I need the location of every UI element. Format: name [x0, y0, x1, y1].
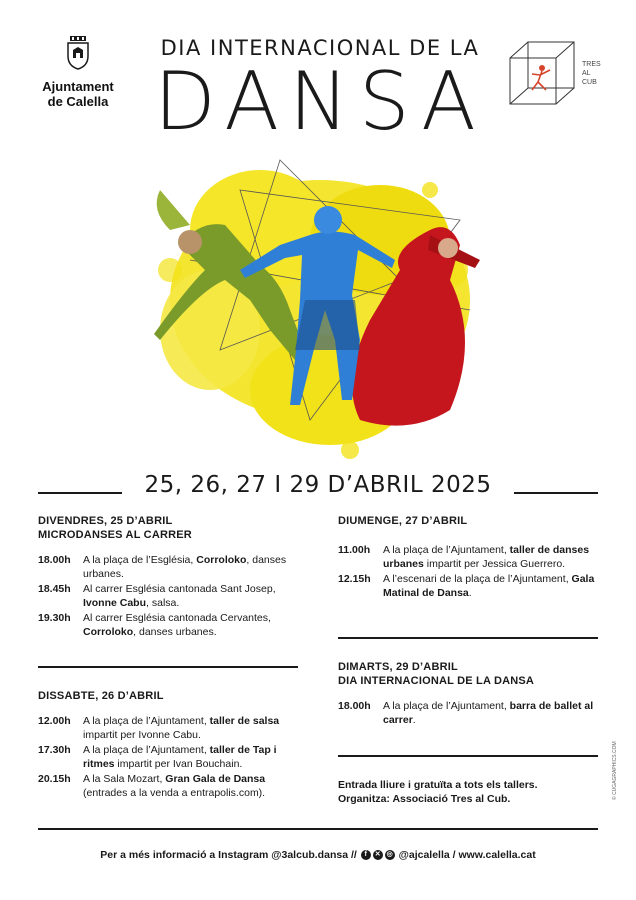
footer-text-post: @ajcalella / www.calella.cat	[395, 849, 536, 861]
free-entry-note: Entrada lliure i gratuïta a tots els tallers.	[338, 779, 538, 791]
event-time: 19.30h	[38, 612, 71, 624]
event-time: 17.30h	[38, 744, 71, 756]
facebook-icon[interactable]: f	[361, 850, 371, 860]
event-description: Al carrer Església cantonada Cervantes, Corroloko, danses urbanes.	[83, 612, 271, 638]
event-item	[338, 573, 598, 600]
cube-icon	[506, 38, 580, 108]
event-item	[338, 700, 598, 727]
day-friday	[38, 514, 298, 639]
divider	[38, 492, 122, 494]
event-list	[38, 715, 298, 800]
event-description: A la plaça de l’Ajuntament, taller de danses urbanes impartit per Jessica Guerrero.	[383, 544, 590, 570]
tres-al-cub-logo	[506, 38, 601, 108]
event-time: 12.00h	[38, 715, 71, 727]
org-name-line1: Ajuntament	[42, 79, 114, 94]
event-list	[38, 554, 298, 639]
day-tuesday	[338, 660, 598, 727]
logo-text-tres: TRES	[582, 61, 601, 68]
event-item	[38, 773, 298, 800]
day-subheading: DIA INTERNACIONAL DE LA DANSA	[338, 675, 535, 687]
day-heading: DISSABTE, 26 D’ABRIL	[38, 690, 164, 702]
event-time: 18.45h	[38, 583, 71, 595]
divider	[338, 755, 598, 757]
event-description: A l’escenari de la plaça de l’Ajuntament, Gala Matinal de Dansa.	[383, 573, 595, 599]
divider	[38, 666, 298, 668]
day-heading: DIVENDRES, 25 D’ABRIL	[38, 515, 173, 527]
program-left-column	[38, 514, 298, 641]
event-description: A la plaça de l’Ajuntament, taller de Tap i ritmes impartit per Ivan Bouchain.	[83, 744, 277, 770]
dancers-illustration	[130, 150, 506, 460]
title-top: DIA INTERNACIONAL DE LA	[160, 36, 480, 60]
x-icon[interactable]: ✕	[373, 850, 383, 860]
dates-row	[38, 472, 598, 504]
event-item	[38, 612, 298, 639]
logo-text-al: AL	[582, 70, 591, 77]
day-heading: DIUMENGE, 27 D’ABRIL	[338, 515, 468, 527]
event-item	[38, 715, 298, 742]
event-list	[338, 700, 598, 727]
coat-of-arms-icon	[65, 36, 91, 70]
event-description: A la Sala Mozart, Gran Gala de Dansa (entrades a la venda a entrapolis.com).	[83, 773, 266, 799]
instagram-icon[interactable]: ◎	[386, 851, 393, 859]
event-item	[338, 544, 598, 571]
event-time: 20.15h	[38, 773, 71, 785]
day-sunday	[338, 514, 598, 600]
divider	[514, 492, 598, 494]
event-item	[38, 744, 298, 771]
info-block	[338, 778, 598, 806]
event-dates: 25, 26, 27 I 29 D’ABRIL 2025	[144, 472, 492, 498]
org-name-line2: de Calella	[47, 94, 109, 109]
event-description: A la plaça de l’Ajuntament, barra de ballet al carrer.	[383, 700, 594, 726]
day-subheading: MICRODANSES AL CARRER	[38, 529, 192, 541]
event-description: Al carrer Església cantonada Sant Josep, Ivonne Cabu, salsa.	[83, 583, 276, 609]
event-description: A la plaça de l’Església, Corroloko, danses urbanes.	[83, 554, 287, 580]
event-item	[38, 554, 298, 581]
event-item	[38, 583, 298, 610]
event-time: 18.00h	[338, 700, 371, 712]
ajuntament-logo	[28, 36, 128, 109]
footer	[0, 849, 636, 861]
program-right-column-2	[338, 660, 598, 729]
divider	[38, 828, 598, 830]
day-saturday	[38, 689, 298, 800]
page-title: DANSA	[154, 55, 486, 148]
event-description: A la plaça de l’Ajuntament, taller de salsa impartit per Ivonne Cabu.	[83, 715, 280, 741]
event-time: 18.00h	[38, 554, 71, 566]
program-right-column	[338, 514, 598, 602]
design-credit: © CUGAGRAPHICS.COM	[612, 741, 618, 800]
divider	[338, 637, 598, 639]
day-heading: DIMARTS, 29 D’ABRIL	[338, 661, 458, 673]
program-left-column-2	[38, 689, 298, 802]
event-time: 11.00h	[338, 544, 371, 556]
footer-text-pre: Per a més informació a Instagram @3alcub.dansa //	[100, 849, 360, 861]
organizer-note: Organitza: Associació Tres al Cub.	[338, 793, 511, 805]
event-list	[338, 544, 598, 600]
logo-text-cub: CUB	[582, 79, 597, 86]
event-time: 12.15h	[338, 573, 371, 585]
